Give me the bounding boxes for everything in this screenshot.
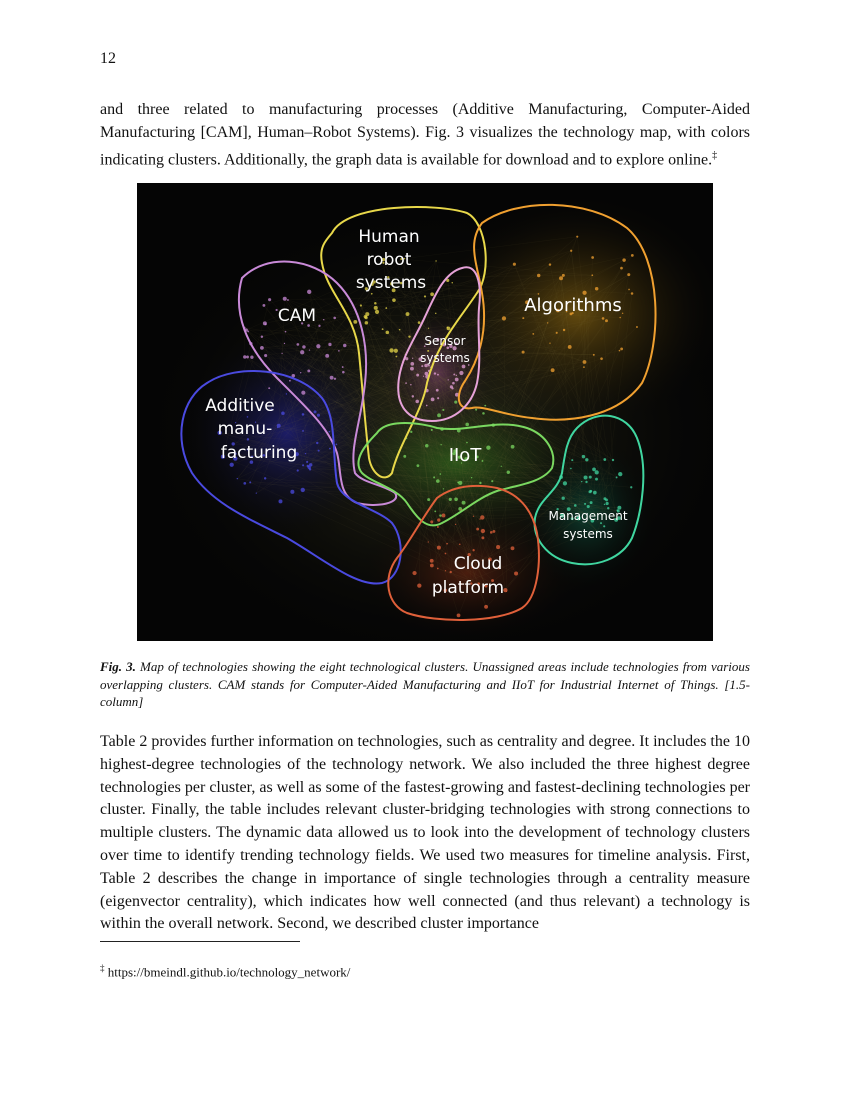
network-node xyxy=(595,287,598,290)
network-node xyxy=(412,571,416,575)
network-node xyxy=(506,591,507,592)
network-node xyxy=(459,543,461,545)
network-node xyxy=(374,306,378,310)
network-node xyxy=(343,344,346,347)
network-node xyxy=(514,572,518,576)
network-node xyxy=(622,258,625,261)
network-node xyxy=(631,292,634,295)
technology-map-figure xyxy=(137,183,713,641)
network-node xyxy=(425,444,429,448)
network-node xyxy=(452,282,453,283)
network-node xyxy=(606,502,609,505)
network-node xyxy=(436,389,439,392)
network-node xyxy=(431,398,435,402)
network-node xyxy=(389,348,393,352)
network-node xyxy=(440,444,441,445)
network-node xyxy=(450,385,453,388)
network-node xyxy=(246,356,249,359)
network-node xyxy=(570,250,572,252)
network-node xyxy=(631,254,634,257)
network-node xyxy=(581,481,582,482)
network-node xyxy=(562,274,565,277)
network-node xyxy=(570,468,572,470)
network-node xyxy=(563,481,567,485)
network-node xyxy=(450,571,452,573)
footnote-divider xyxy=(100,941,300,942)
network-node xyxy=(430,520,433,523)
network-node xyxy=(305,453,306,454)
network-node xyxy=(410,431,412,433)
paragraph-1-text: and three related to manufacturing processes (Additive Manufacturing, Computer-Aided Manufacturing [CAM], Human–Robot Systems). Fig. 3 visualizes the technology map, with colors indicating clusters. Additionally, the graph data is available for download and to explore online. xyxy=(100,101,750,168)
network-node xyxy=(472,549,474,551)
network-node xyxy=(333,317,336,320)
network-node xyxy=(302,345,305,348)
network-node xyxy=(620,267,623,270)
network-node xyxy=(549,263,551,265)
network-node xyxy=(475,409,477,411)
network-node xyxy=(405,382,407,384)
network-node xyxy=(590,501,593,504)
network-node xyxy=(600,357,603,360)
network-node xyxy=(424,295,426,297)
network-node xyxy=(445,553,447,555)
network-node xyxy=(306,461,308,463)
network-node xyxy=(342,366,344,368)
network-node xyxy=(289,380,291,382)
network-node xyxy=(428,541,429,542)
network-node xyxy=(435,313,436,314)
label-sensor-line1: Sensor xyxy=(424,334,466,348)
network-node xyxy=(437,518,440,521)
network-node xyxy=(406,312,410,316)
network-node xyxy=(484,405,486,407)
network-node xyxy=(243,482,246,485)
label-cloud-line1: Cloud xyxy=(453,554,503,574)
network-node xyxy=(502,316,506,320)
network-node xyxy=(437,568,439,570)
network-node xyxy=(353,320,357,324)
network-node xyxy=(329,448,331,450)
body-paragraph-2: Table 2 provides further information on technologies, such as centrality and degree. It includes the 10 highest-degree technologies of the technology network. We also included the three highest degree technologies per cluster, as well as some of the fastest-growing and fastest-declining technologies per cluster. Finally, the table includes relevant cluster-bridging technologies with strong connections to multiple clusters. The dynamic data allowed us to look into the development of technology clusters over time to identify trending technology fields. We used two measures for timeline analysis. First, Table 2 describes the change in importance of single technologies through a centrality measure (eigenvector centrality), which indicates how well connected (and thus relevant) a technology is within the overall network. Second, we described cluster importance xyxy=(100,733,750,933)
network-node xyxy=(309,463,312,466)
network-node xyxy=(410,367,414,371)
network-node xyxy=(630,486,632,488)
label-management-line1: Management xyxy=(548,509,628,523)
network-node xyxy=(462,501,466,505)
network-node xyxy=(426,405,428,407)
network-node xyxy=(568,345,572,349)
caption-text: Map of technologies showing the eight technological clusters. Unassigned areas include technologies from various overlapping clusters. CAM stands for Computer-Aided Manufacturing and IIoT for Industrial Internet of Things. [1.5-column] xyxy=(100,659,750,709)
network-node xyxy=(237,478,238,479)
network-node xyxy=(281,412,285,416)
label-sensor-line2: systems xyxy=(420,351,470,365)
network-node xyxy=(551,368,555,372)
network-node xyxy=(428,328,429,329)
network-node xyxy=(589,476,592,479)
page-number: 12 xyxy=(100,50,116,67)
network-node xyxy=(309,350,310,351)
network-node xyxy=(479,518,480,519)
network-node xyxy=(513,263,516,266)
footnote-url[interactable]: https://bmeindl.github.io/technology_network/ xyxy=(104,964,351,980)
network-node xyxy=(584,503,586,505)
network-node xyxy=(283,297,287,301)
network-node xyxy=(256,493,257,494)
network-node xyxy=(281,353,282,354)
network-node xyxy=(437,397,439,399)
network-node xyxy=(439,514,441,516)
network-node xyxy=(325,354,329,358)
network-node xyxy=(437,374,439,376)
label-management-line2: systems xyxy=(563,527,613,541)
label-iiot: IIoT xyxy=(448,445,482,466)
network-node xyxy=(605,319,608,322)
network-node xyxy=(439,473,441,475)
network-node xyxy=(492,530,495,533)
network-node xyxy=(317,414,320,417)
network-node xyxy=(588,490,591,493)
network-node xyxy=(457,613,461,617)
network-node xyxy=(430,559,434,563)
label-additive-line1: Additive xyxy=(205,396,275,416)
network-node xyxy=(446,543,448,545)
network-node xyxy=(593,354,595,356)
network-node xyxy=(285,331,287,333)
network-node xyxy=(484,605,488,609)
technology-map-svg xyxy=(137,183,713,641)
network-node xyxy=(301,391,305,395)
body-paragraph-1 xyxy=(100,99,750,172)
network-node xyxy=(278,499,282,503)
network-node xyxy=(574,504,577,507)
footnote-mark: ‡ xyxy=(100,963,105,973)
network-node xyxy=(264,354,267,357)
network-node xyxy=(263,321,267,325)
network-node xyxy=(418,321,421,324)
network-node xyxy=(455,378,459,382)
network-node xyxy=(593,491,597,495)
network-node xyxy=(437,413,441,417)
network-node xyxy=(416,464,419,467)
network-node xyxy=(522,317,524,319)
network-node xyxy=(563,329,565,331)
network-node xyxy=(583,366,585,368)
network-node xyxy=(338,350,340,352)
network-node xyxy=(584,475,588,479)
network-node xyxy=(612,459,614,461)
network-node xyxy=(442,514,446,518)
network-node xyxy=(277,424,281,428)
network-node xyxy=(342,371,345,374)
network-node xyxy=(496,545,500,549)
footnote-reference[interactable]: ‡ xyxy=(712,149,718,161)
network-node xyxy=(410,362,414,366)
network-node xyxy=(316,442,318,444)
network-node xyxy=(603,458,606,461)
network-node xyxy=(434,510,436,512)
network-node xyxy=(365,316,368,319)
network-node xyxy=(301,488,305,492)
network-node xyxy=(491,480,493,482)
network-node xyxy=(262,304,265,307)
network-node xyxy=(628,289,630,291)
network-node xyxy=(482,460,484,462)
network-node xyxy=(329,431,331,433)
network-node xyxy=(323,319,324,320)
label-human-robot-line3: systems xyxy=(355,273,427,293)
network-node xyxy=(290,490,294,494)
network-node xyxy=(328,343,331,346)
network-node xyxy=(585,481,587,483)
network-node xyxy=(318,450,320,452)
network-node xyxy=(522,351,525,354)
network-node xyxy=(619,317,621,319)
network-node xyxy=(618,472,622,476)
network-node xyxy=(334,378,336,380)
network-node xyxy=(604,504,606,506)
network-node xyxy=(430,292,434,296)
network-node xyxy=(480,515,484,519)
network-node xyxy=(511,445,515,449)
network-node xyxy=(425,372,429,376)
network-node xyxy=(412,358,413,359)
label-human-robot-line1: Human xyxy=(358,227,420,247)
network-node xyxy=(287,299,289,301)
network-node xyxy=(454,497,458,501)
network-node xyxy=(455,524,456,525)
network-node xyxy=(437,546,441,550)
network-node xyxy=(595,478,598,481)
network-node xyxy=(481,529,485,533)
network-node xyxy=(415,400,419,404)
network-node xyxy=(330,376,334,380)
network-node xyxy=(399,329,401,331)
network-node xyxy=(465,423,469,427)
network-node xyxy=(442,409,444,411)
network-node xyxy=(576,236,578,238)
network-node xyxy=(571,459,573,461)
label-additive-line2: manu- xyxy=(217,419,273,439)
network-node xyxy=(395,356,397,358)
network-node xyxy=(479,482,481,484)
network-node xyxy=(448,379,449,380)
network-node xyxy=(392,298,396,302)
network-node xyxy=(456,375,457,376)
network-node xyxy=(562,497,565,500)
network-node xyxy=(457,482,459,484)
network-node xyxy=(511,546,515,550)
network-node xyxy=(302,413,305,416)
footnote xyxy=(100,963,350,980)
network-node xyxy=(471,477,472,478)
network-node xyxy=(437,526,439,528)
caption-label: Fig. 3. xyxy=(100,659,136,674)
network-node xyxy=(260,346,264,350)
network-node xyxy=(427,498,430,501)
network-node xyxy=(296,343,299,346)
network-node xyxy=(286,393,287,394)
network-node xyxy=(490,531,493,534)
network-node xyxy=(452,382,455,385)
network-node xyxy=(268,387,270,389)
network-node xyxy=(360,304,362,306)
network-node xyxy=(591,274,593,276)
network-node xyxy=(462,365,466,369)
network-node xyxy=(445,570,446,571)
network-node xyxy=(619,350,621,352)
network-node xyxy=(314,410,317,413)
network-node xyxy=(476,528,479,531)
network-node xyxy=(417,583,421,587)
network-node xyxy=(501,466,502,467)
network-node xyxy=(375,310,379,314)
figure-caption xyxy=(100,658,750,711)
network-node xyxy=(636,326,638,328)
network-node xyxy=(591,256,594,259)
network-node xyxy=(454,401,457,404)
network-node xyxy=(403,455,406,458)
network-node xyxy=(412,395,414,397)
network-node xyxy=(447,327,451,331)
network-node xyxy=(595,470,599,474)
network-node xyxy=(443,488,444,489)
network-node xyxy=(585,458,588,461)
network-node xyxy=(532,333,534,335)
network-node xyxy=(549,343,550,344)
network-node xyxy=(268,298,271,301)
network-node xyxy=(335,444,337,446)
network-node xyxy=(318,325,320,327)
network-node xyxy=(307,369,310,372)
network-node xyxy=(616,476,618,478)
network-node xyxy=(459,371,463,375)
network-node xyxy=(547,322,548,323)
network-node xyxy=(582,455,585,458)
network-node xyxy=(302,464,304,466)
network-node xyxy=(230,463,234,467)
network-node xyxy=(592,468,596,472)
network-node xyxy=(284,343,285,344)
network-node xyxy=(300,372,301,373)
network-node xyxy=(486,445,490,449)
network-node xyxy=(622,313,623,314)
network-node xyxy=(620,347,623,350)
network-node xyxy=(559,276,563,280)
network-node xyxy=(627,273,630,276)
label-additive-line3: facturing xyxy=(220,443,298,463)
network-node xyxy=(481,536,484,539)
network-node xyxy=(374,302,377,305)
network-node xyxy=(603,497,606,500)
label-algorithms: Algorithms xyxy=(524,295,622,316)
network-node xyxy=(394,349,398,353)
network-node xyxy=(433,476,435,478)
network-node xyxy=(473,516,474,517)
network-node xyxy=(435,260,436,261)
network-node xyxy=(482,412,485,415)
network-node xyxy=(423,376,424,377)
network-node xyxy=(556,332,558,334)
network-node xyxy=(250,356,253,359)
network-node xyxy=(247,416,249,418)
network-node xyxy=(416,374,419,377)
network-node xyxy=(307,290,311,294)
network-node xyxy=(453,374,455,376)
network-node xyxy=(537,274,540,277)
label-cloud-line2: platform xyxy=(431,578,505,598)
network-node xyxy=(264,477,266,479)
network-node xyxy=(408,335,410,337)
network-node xyxy=(365,321,368,324)
network-node xyxy=(410,384,411,385)
network-node xyxy=(302,430,304,432)
network-node xyxy=(386,331,390,335)
network-node xyxy=(430,564,434,568)
network-node xyxy=(365,312,369,316)
network-node xyxy=(297,469,299,471)
network-node xyxy=(382,328,384,330)
network-node xyxy=(316,344,320,348)
network-node xyxy=(602,317,605,320)
label-human-robot-line2: robot xyxy=(366,250,412,270)
network-node xyxy=(385,307,387,309)
network-node xyxy=(431,429,433,431)
network-node xyxy=(466,442,468,444)
network-node xyxy=(434,372,436,374)
network-node xyxy=(300,350,304,354)
network-node xyxy=(243,355,246,358)
network-node xyxy=(449,498,452,501)
network-node xyxy=(371,293,373,295)
network-node xyxy=(421,365,423,367)
label-cam: CAM xyxy=(277,306,317,326)
network-node xyxy=(436,479,440,483)
network-node xyxy=(507,471,510,474)
network-node xyxy=(583,360,587,364)
network-node xyxy=(261,335,263,337)
network-node xyxy=(587,505,590,508)
network-node xyxy=(249,481,251,483)
